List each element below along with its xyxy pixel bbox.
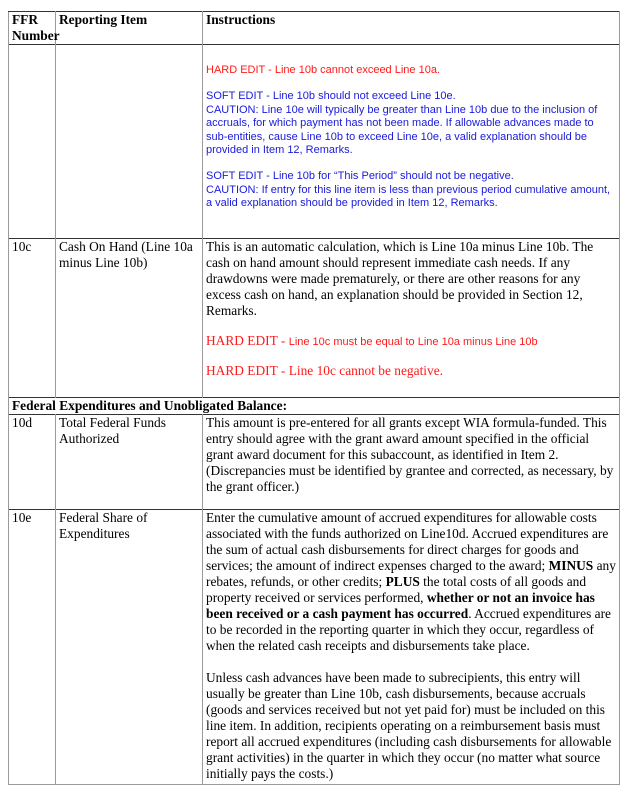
ffr-number-cell bbox=[9, 45, 56, 239]
header-instructions: Instructions bbox=[203, 12, 620, 45]
reporting-item-cell: Cash On Hand (Line 10a minus Line 10b) bbox=[56, 239, 203, 398]
hard-edit-10c-equal bbox=[206, 333, 617, 349]
caution-previous-period: CAUTION: If entry for this line item is less than previous period cumulative amount, a valid explanation should be provided in Item 12, Remarks. bbox=[206, 183, 611, 210]
bold-invoice-clause: whether or not an invoice has been received or a cash payment has occurred bbox=[206, 590, 595, 621]
header-reporting-item: Reporting Item bbox=[56, 12, 203, 45]
section-header-row bbox=[9, 398, 620, 415]
soft-edit-10b-not-negative: SOFT EDIT - Line 10b for “This Period” should not be negative. bbox=[206, 170, 514, 183]
text-segment: Enter the cumulative amount of accrued expenditures for allowable costs associated with the funds authorized on Line10d. Accrued expenditures are the sum of actual cash disbursements for direct charges for goods and services; the amount of indirect expenses charged to the award; bbox=[206, 510, 609, 573]
text-segment: the total costs of all goods and property received or services performed, bbox=[206, 574, 587, 605]
cash-advances-paragraph: Unless cash advances have been made to subrecipients, this entry will usually be greater than Line 10b, cash disbursements, because accruals (goods and services received but not yet paid for) must be included on this line item. In addition, recipients operating on a reimbursement basis must report all accrued expenditures (including cash disbursements for allowable grant activities) in the quarter in which they occur (no matter what source initially pays the costs.) bbox=[206, 670, 612, 781]
reporting-item-cell: Total Federal Funds Authorized bbox=[56, 415, 203, 510]
instructions-cell bbox=[203, 239, 620, 398]
table-row-10e bbox=[9, 510, 620, 785]
hard-edit-10c-not-negative: HARD EDIT - Line 10c cannot be negative. bbox=[206, 363, 443, 379]
header-row bbox=[9, 12, 620, 45]
header-ffr-number: FFR Number bbox=[9, 12, 56, 45]
ffr-instructions-table bbox=[8, 11, 620, 785]
reporting-item-cell bbox=[56, 45, 203, 239]
instructions-cell bbox=[203, 510, 620, 785]
bold-minus: MINUS bbox=[548, 558, 594, 573]
hard-edit-10b-cannot-exceed-10a: HARD EDIT - Line 10b cannot exceed Line 10a. bbox=[206, 64, 440, 76]
accrued-expenditures-paragraph bbox=[206, 510, 617, 654]
bold-plus: PLUS bbox=[385, 574, 420, 589]
section-header-federal-expenditures: Federal Expenditures and Unobligated Balance: bbox=[9, 398, 620, 415]
instructions-cell bbox=[203, 45, 620, 239]
table-row-10c bbox=[9, 239, 620, 398]
text-segment: . Accrued expenditures are to be recorded in the reporting quarter in which they occur, regardless of when the related cash receipts and disbursements take place. bbox=[206, 606, 611, 653]
ffr-number-cell: 10c bbox=[9, 239, 56, 398]
ffr-number-cell: 10e bbox=[9, 510, 56, 785]
soft-edit-10b-should-not-exceed-10e: SOFT EDIT - Line 10b should not exceed Line 10e. bbox=[206, 90, 456, 103]
ffr-number-cell: 10d bbox=[9, 415, 56, 510]
table-row-10d bbox=[9, 415, 620, 510]
text-segment: any rebates, refunds, or other credits; bbox=[206, 558, 616, 589]
reporting-item-cell: Federal Share of Expenditures bbox=[56, 510, 203, 785]
hard-edit-label: HARD EDIT - bbox=[206, 333, 289, 348]
caution-10e-greater: CAUTION: Line 10e will typically be greater than Line 10b due to the inclusion of accruals, for which payment has not been made. If allowable advances made to sub-entities, cause Line 10b to exceed Line 10e, a valid explanation should be provided in Item 12, Remarks. bbox=[206, 103, 598, 157]
hard-edit-text: Line 10c must be equal to Line 10a minus Line 10b bbox=[288, 336, 538, 348]
instructions-text: This is an automatic calculation, which is Line 10a minus Line 10b. The cash on hand amount should represent immediate cash needs. If any drawdowns were made prematurely, or there are other reasons for any excess cash on hand, an explanation should be provided in Section 12, Remarks. bbox=[206, 239, 594, 318]
instructions-cell: This amount is pre-entered for all grants except WIA formula-funded. This entry should agree with the grant award amount specified in the official grant award document for this subaccount, as identified in Item 2. (Discrepancies must be identified by grantee and corrected, as necessary, by the grant officer.) bbox=[203, 415, 620, 510]
table-row-10b-continued bbox=[9, 45, 620, 239]
